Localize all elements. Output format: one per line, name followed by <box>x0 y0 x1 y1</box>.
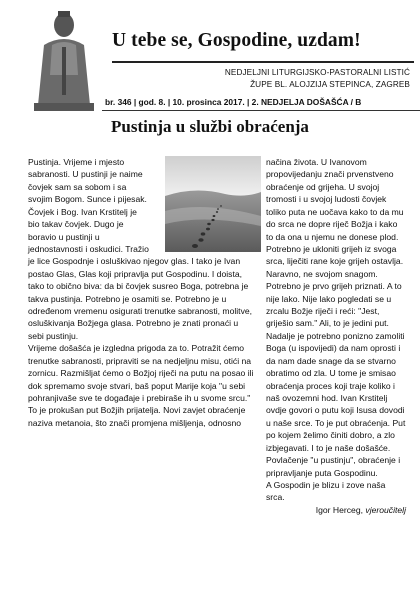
signature-role: vjeroučitelj <box>365 504 406 515</box>
article-signature <box>266 504 406 516</box>
signature-name: Igor Herceg, <box>315 504 363 515</box>
page-header <box>0 0 420 112</box>
left-paragraph-2: Vrijeme došašća je izgledna prigoda za to. Potražit ćemo trenutke sabranosti, pripraviti se na nedjeljnu misu, otići na zornicu. Razmišljat ćemo o Božjoj riječi na putu na posao ili dok spremamo svoje stvari, baš poput Marije koja "u sebi pohranjivaše sve te događaje i prebiraše ih u svome srcu." To je prokušan put Božjih prijatelja. Novi zavjet obraćenje naziva metanoia, što znači promjena mišljenja, odnosno <box>28 343 254 428</box>
right-paragraph-1: načina života. U Ivanovom propovijedanju znači prvenstveno obraćenje od grijeha. U svojoj tromosti i u svojoj ludosti čovjek toliko puta ne uočava kako to da mu do srca ne dopre riječ Božja i kako to da ona u njemu ne donese plod. Potrebno je ukloniti grijeh iz svoga srca, liječiti rane koje grijeh ostavlja. Naravno, ne svojom snagom. Potrebno je prvo grijeh priznati. A to nije lako. Nije lako pogledati se u zrcalu Božje riječi i reći: "Jest, griješio sam." Ali, to je jedini put. Nadalje je potrebno ponizno zamoliti Boga (u ispovijedi) da nam oprosti i da nam dade snage da se stvarno obratimo od zla. U tome je smisao obraćenja proces koji traje koliko i naš ovozemni hod. Ivan Krstitelj ovdje govori o putu koji Isusa dovodi u naše srce. To je put obraćenja. Put po kojem želimo činiti dobro, a zlo izbjegavati. I to je naše došašće. Povlačenje "u pustinju", obraćenje i pripravljanje puta Gospodinu. <box>266 157 406 478</box>
desert-footprints-photo <box>165 156 261 252</box>
header-divider <box>102 110 420 111</box>
article-right-column <box>266 156 406 516</box>
newsletter-subtitle-2: ŽUPE BL. ALOJZIJA STEPINCA, ZAGREB <box>250 80 410 89</box>
statue-logo-image <box>28 5 100 111</box>
newsletter-subtitle-1: NEDJELJNI LITURGIJSKO-PASTORALNI LISTIĆ <box>224 68 410 77</box>
issue-info: br. 346 | god. 8. | 10. prosinca 2017. | 2. NEDJELJA DOŠAŠĆA / B <box>105 97 362 107</box>
newsletter-title: U tebe se, Gospodine, uzdam! <box>112 30 361 51</box>
left-paragraph-1: Pustinja. Vrijeme i mjesto sabranosti. U pustinji je naime čovjek sam sa sobom i sa svojim Bogom. Sunce i pijesak. Čovjek i Bog. Ivan Krstitelj je bio takav čovjek. Dugo je boravio u pustinji u jednostavnosti i oskudici. Tražio je lice Gospodnje i osluškivao njegov glas. I tako je Ivan postao Glas, Glas koji pripravlja put Gospodinu. I doista, tako to obično biva: da bi čovjek susreo Boga, potrebna je takva pustinja. Potrebno je osamiti se. Potrebno je u određenom vremenu osigurati trenutke sabranosti, molitve, osluškivanja Božjega glasa. Potrebno je znati pronaći u sebi pustinju. <box>28 157 253 341</box>
title-divider <box>112 61 414 63</box>
right-paragraph-2: A Gospodin je blizu i zove naša srca. <box>266 479 386 503</box>
article-title: Pustinja u službi obraćenja <box>111 117 309 136</box>
